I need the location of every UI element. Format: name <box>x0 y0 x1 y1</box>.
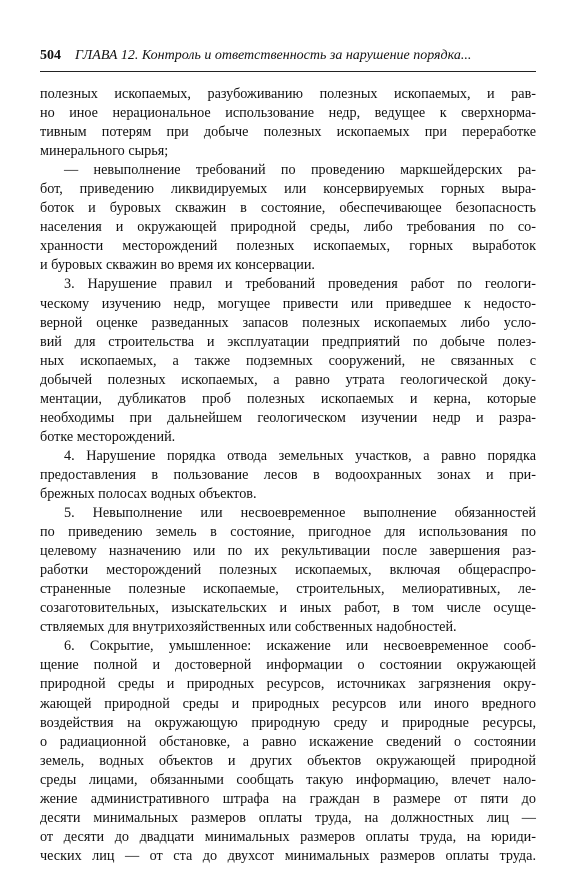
text-line: предоставления в пользование лесов в водоохранных зонах и при- <box>40 466 536 483</box>
text-line: тивным потерям при добыче полезных ископаемых при переработке <box>40 124 536 141</box>
paragraph-continuation <box>40 85 536 161</box>
text-line: 4. Нарушение порядка отвода земельных участков, а равно порядка <box>64 447 536 464</box>
text-line: страненные полезные ископаемые, строительных, мелиоративных, ле- <box>40 581 536 598</box>
text-line: щение полной и достоверной информации о состоянии окружающей <box>40 657 536 674</box>
text-line: добычей полезных ископаемых, а равно утрата геологической доку- <box>40 371 536 388</box>
text-line: 6. Сокрытие, умышленное: искажение или несвоевременное сооб- <box>64 638 536 655</box>
text-line: вий для строительства и эксплуатации предприятий по добыче полез- <box>40 333 536 350</box>
text-line: хранности месторождений полезных ископаемых, горных выработок <box>40 238 536 255</box>
text-line: необходимы при дальнейшем геологическом изучении недр и разра- <box>40 409 536 426</box>
paragraph-item-3 <box>40 275 536 446</box>
text-line: ческих лиц — от ста до двухсот минимальных размеров оплаты труда. <box>40 847 536 864</box>
text-line: и буровых скважин во время их консервации. <box>40 257 315 274</box>
text-line: — невыполнение требований по проведению маркшейдерских ра- <box>64 162 536 179</box>
running-header <box>40 46 536 66</box>
paragraph-item-6 <box>40 637 536 866</box>
text-line: жение административного штрафа на граждан в размере от пяти до <box>40 790 536 807</box>
paragraph-item-4 <box>40 447 536 504</box>
text-line: 3. Нарушение правил и требований проведения работ по геологи- <box>64 276 536 293</box>
text-line: боток и буровых скважин в состояние, обеспечивающее безопасность <box>40 200 536 217</box>
text-line: работки месторождений полезных ископаемых, включая общераспро- <box>40 562 536 579</box>
paragraph-item-5 <box>40 504 536 637</box>
text-line: но иное нерациональное использование недр, ведущее к сверхнорма- <box>40 105 536 122</box>
page-number: 504 <box>40 48 61 63</box>
text-line: ботке месторождений. <box>40 428 176 445</box>
text-line: брежных полосах водных объектов. <box>40 485 257 502</box>
text-line: жающей природной среды и природных ресурсов или иного вредного <box>40 695 536 712</box>
text-line: ментации, дубликатов проб полезных ископаемых и керна, которые <box>40 390 536 407</box>
text-line: ных ископаемых, а также подземных сооружений, не связанных с <box>40 352 536 369</box>
text-line: десяти минимальных размеров оплаты труда, на должностных лиц — <box>40 809 536 826</box>
text-line: воздействия на окружающую природную среду и природные ресурсы, <box>40 714 536 731</box>
text-line: ствляемых для внутрихозяйственных или собственных надобностей. <box>40 619 457 636</box>
text-line: земель, водных объектов и других объектов окружающей природной <box>40 752 536 769</box>
text-line: ческому изучению недр, могущее привести или приведшее к недосто- <box>40 295 536 312</box>
paragraph-survey-requirements <box>40 161 536 275</box>
text-line: по приведению земель в состояние, пригодное для использования по <box>40 524 536 541</box>
page-body-text <box>40 85 536 866</box>
text-line: минерального сырья; <box>40 143 169 160</box>
text-line: полезных ископаемых, разубоживанию полезных ископаемых, и рав- <box>40 86 536 102</box>
text-line: 5. Невыполнение или несвоевременное выполнение обязанностей <box>64 505 536 522</box>
header-divider <box>40 71 536 72</box>
text-line: среды лицами, обязанными сообщать такую информацию, влечет нало- <box>40 771 536 788</box>
text-line: целевому назначению или по их рекультивации после завершения раз- <box>40 543 536 560</box>
text-line: созаготовительных, изыскательских и иных работ, в том числе осуще- <box>40 600 536 617</box>
text-line: бот, приведению ликвидируемых или консервируемых горных выра- <box>40 181 536 198</box>
text-line: от десяти до двадцати минимальных размеров оплаты труда, на юриди- <box>40 828 536 845</box>
text-line: природной среды и природных ресурсов, источниках загрязнения окру- <box>40 676 536 693</box>
text-line: о радиационной обстановке, а равно искажение сведений о состоянии <box>40 733 536 750</box>
text-line: верной оценке разведанных запасов полезных ископаемых либо усло- <box>40 314 536 331</box>
text-line: населения и окружающей природной среды, либо требования по со- <box>40 219 536 236</box>
running-title: ГЛАВА 12. Контроль и ответственность за нарушение порядка... <box>75 48 472 63</box>
